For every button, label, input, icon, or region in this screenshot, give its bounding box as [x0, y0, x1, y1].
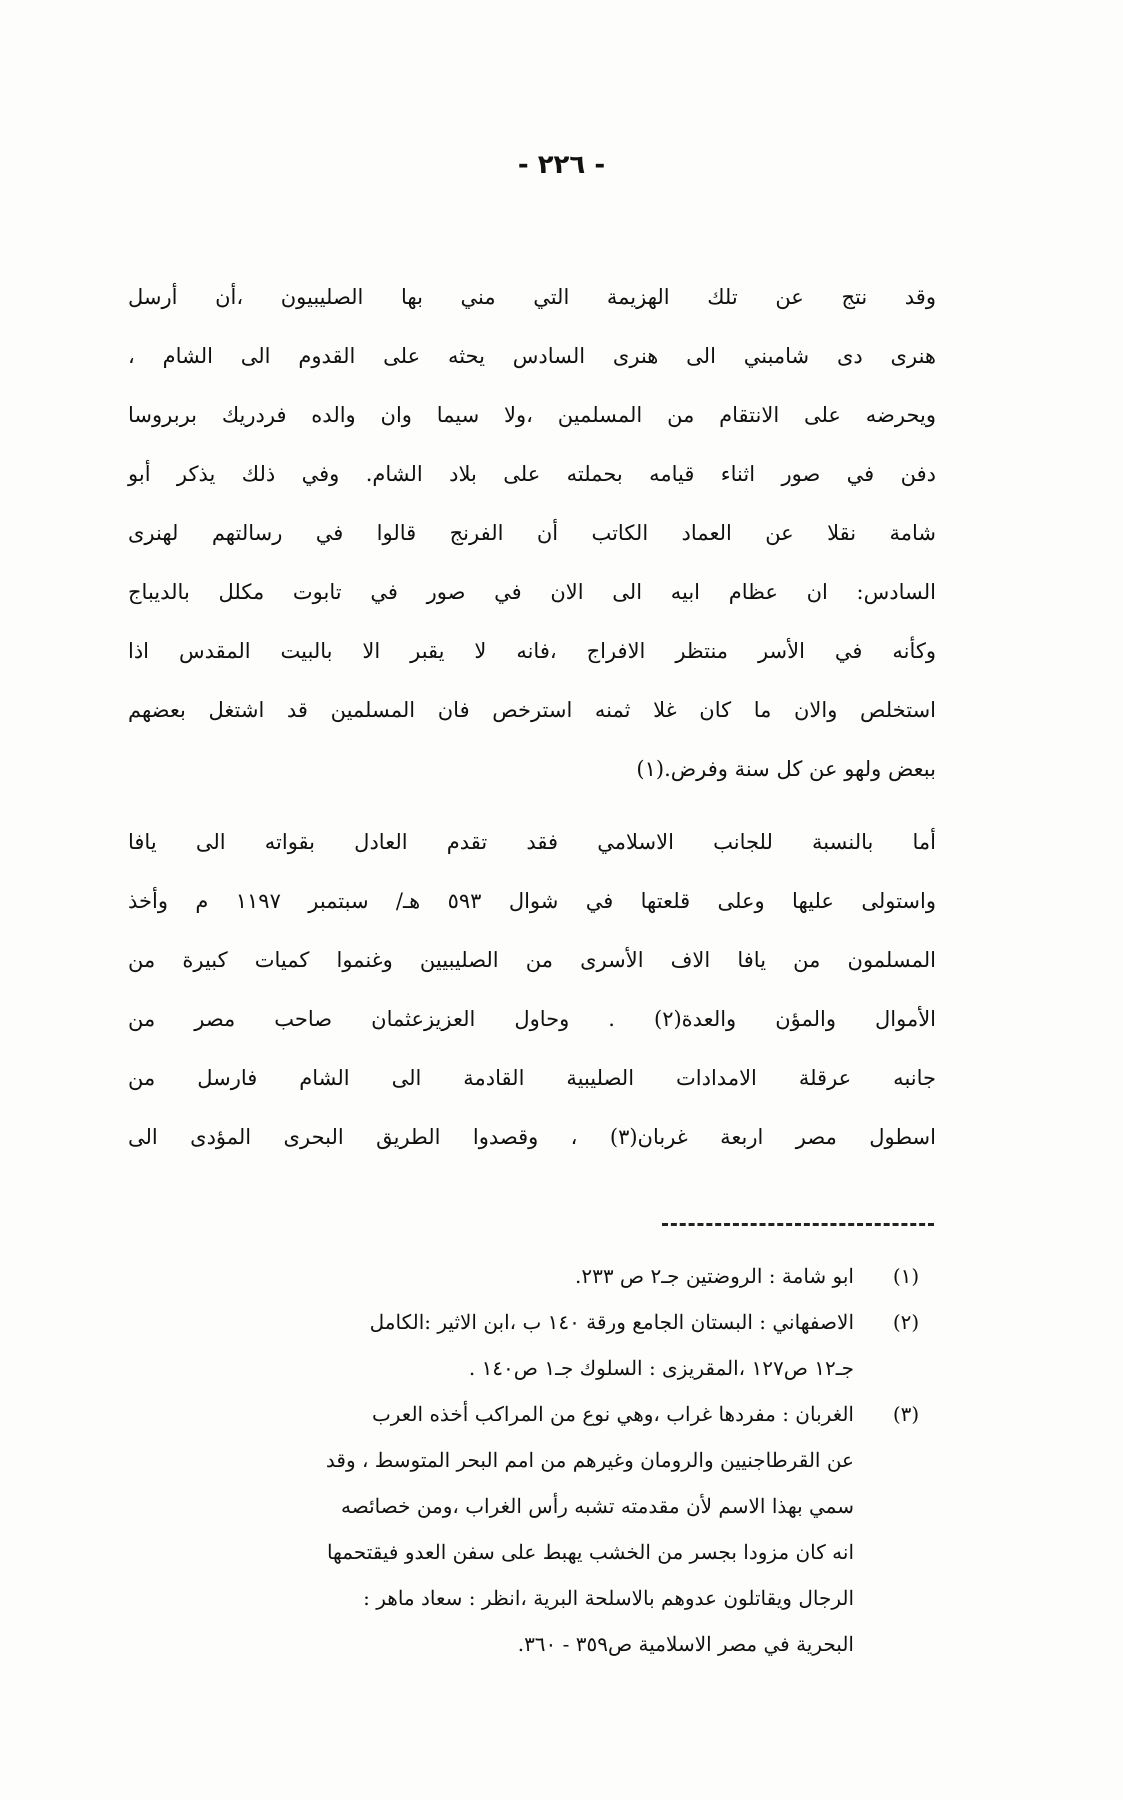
footnote-line: سمي بهذا الاسم لأن مقدمته تشبه رأس الغراب ،ومن خصائصه [341, 1494, 854, 1518]
footnote-number: (١) [892, 1264, 920, 1288]
footnote-number: (٣) [892, 1402, 920, 1426]
footnote-2 [128, 1299, 936, 1391]
page-number: - ٢٢٦ - [517, 150, 606, 180]
text-line: المسلمون من يافا الاف الأسرى من الصليبيين وغنموا كميات كبيرة من [128, 948, 936, 972]
paragraph-1 [128, 268, 936, 799]
text-line: وقد نتج عن تلك الهزيمة التي مني بها الصليبيون ،أن أرسل [128, 285, 936, 309]
text-line: اسطول مصر اربعة غربان(٣) ، وقصدوا الطريق البحرى المؤدى الى [128, 1125, 936, 1149]
footnotes [128, 1253, 936, 1667]
paragraph-gap [128, 799, 936, 813]
paragraph-2 [128, 813, 936, 1167]
footnote-text [128, 1299, 854, 1391]
text-line: الأموال والمؤن والعدة(٢) . وحاول العزيزعثمان صاحب مصر من [128, 1007, 936, 1031]
text-line: ببعض ولهو عن كل سنة وفرض.(١) [636, 757, 936, 781]
footnote-3 [128, 1391, 936, 1667]
text-line: أما بالنسبة للجانب الاسلامي فقد تقدم العادل بقواته الى يافا [128, 830, 936, 854]
text-line: هنرى دى شامبني الى هنرى السادس يحثه على القدوم الى الشام ، [128, 344, 936, 368]
text-line: ويحرضه على الانتقام من المسلمين ،ولا سيما وان والده فردريك بربروسا [128, 403, 936, 427]
footnote-line: عن القرطاجنيين والرومان وغيرهم من امم البحر المتوسط ، وقد [325, 1448, 854, 1472]
footnote-line: الرجال ويقاتلون عدوهم بالاسلحة البرية ،انظر : سعاد ماهر : [363, 1586, 854, 1610]
text-line: دفن في صور اثناء قيامه بحملته على بلاد الشام. وفي ذلك يذكر أبو [128, 462, 936, 486]
text-line: السادس: ان عظام ابيه الى الان في صور في تابوت مكلل بالديباج [128, 580, 936, 604]
text-line: واستولى عليها وعلى قلعتها في شوال ٥٩٣ هـ/ سبتمبر ١١٩٧ م وأخذ [128, 889, 936, 913]
footnote-text [128, 1391, 854, 1667]
footnote-line: البحرية في مصر الاسلامية ص٣٥٩ - ٣٦٠. [517, 1632, 854, 1656]
body-text [128, 268, 936, 1167]
footnote-line: جـ١٢ ص١٢٧ ،المقريزى : السلوك جـ١ ص١٤٠ . [468, 1356, 854, 1380]
footnote-line: انه كان مزودا بجسر من الخشب يهبط على سفن العدو فيقتحمها [326, 1540, 854, 1564]
text-line: استخلص والان ما كان غلا ثمنه استرخص فان المسلمين قد اشتغل بعضهم [128, 698, 936, 722]
footnote-text [128, 1253, 854, 1299]
footnote-1 [128, 1253, 936, 1299]
footnote-line: الاصفهاني : البستان الجامع ورقة ١٤٠ ب ،ابن الاثير :الكامل [369, 1310, 854, 1334]
footnote-separator [662, 1223, 934, 1226]
text-line: شامة نقلا عن العماد الكاتب أن الفرنج قالوا في رسالتهم لهنرى [128, 521, 936, 545]
footnote-line: الغربان : مفردها غراب ،وهي نوع من المراكب أخذه العرب [371, 1402, 854, 1426]
footnote-number: (٢) [892, 1310, 920, 1334]
text-line: جانبه عرقلة الامدادات الصليبية القادمة الى الشام فارسل من [128, 1066, 936, 1090]
footnote-line: ابو شامة : الروضتين جـ٢ ص ٢٣٣. [574, 1264, 854, 1288]
text-line: وكأنه في الأسر منتظر الافراج ،فانه لا يقبر الا بالبيت المقدس اذا [128, 639, 936, 663]
